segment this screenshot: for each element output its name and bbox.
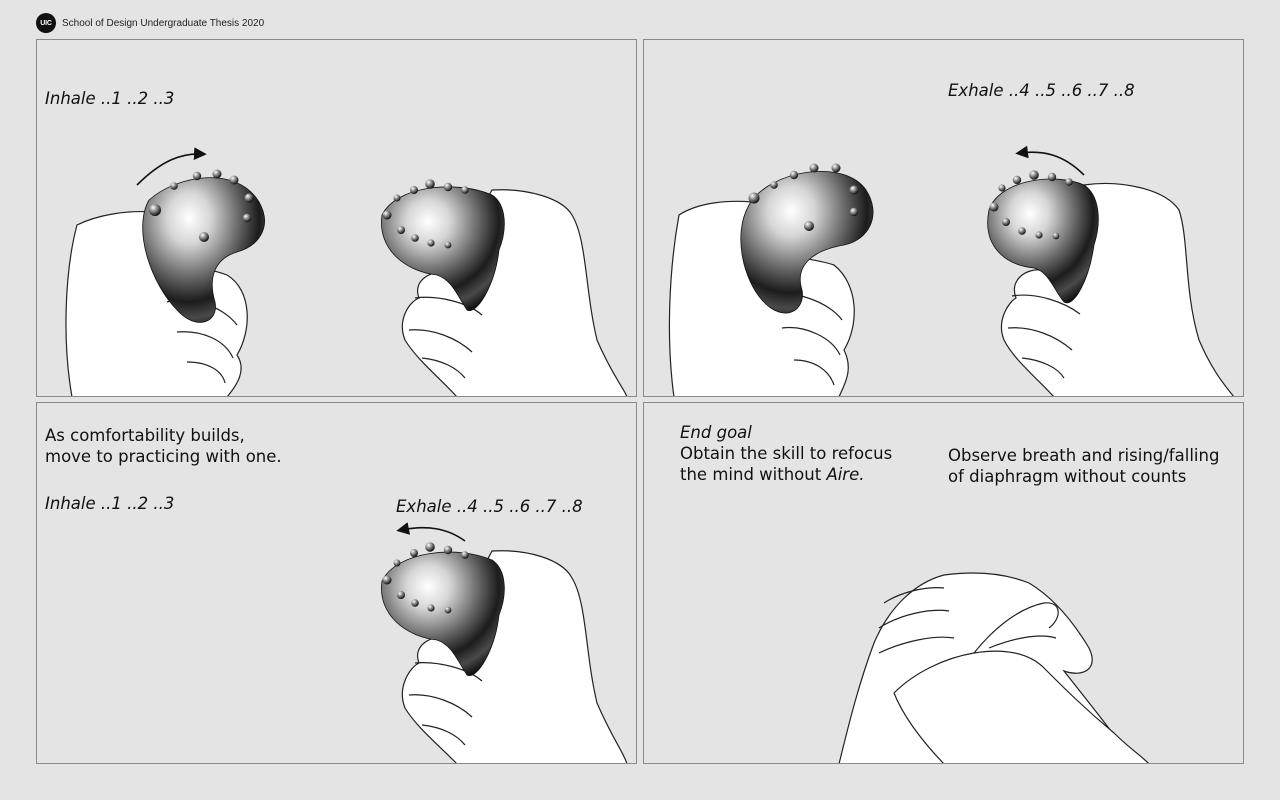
instruction-line-1: As comfortability builds, (45, 426, 245, 445)
two-hands-holding-device-illustration (37, 40, 637, 397)
panel-inhale-two-hands (36, 39, 637, 397)
header-title: School of Design Undergraduate Thesis 2020 (62, 17, 265, 29)
observe-line-2: of diaphragm without counts (948, 467, 1187, 486)
backward-arrow-icon (401, 528, 465, 541)
exhale-count-label: Exhale ..4 ..5 ..6 ..7 ..8 (948, 81, 1135, 100)
exhale-count-label: Exhale ..4 ..5 ..6 ..7 ..8 (396, 497, 583, 516)
end-goal-line-1: Obtain the skill to refocus (680, 444, 893, 463)
inhale-count-label: Inhale ..1 ..2 ..3 (45, 494, 175, 513)
instruction-line-2: move to practicing with one. (45, 447, 282, 466)
panel-exhale-two-hands (643, 39, 1244, 397)
uic-logo: UIC (36, 13, 56, 33)
single-hand-holding-device-illustration (37, 403, 637, 764)
thesis-header (36, 13, 264, 33)
observe-line-1: Observe breath and rising/falling (948, 446, 1220, 465)
end-goal-title: End goal (680, 423, 752, 442)
two-hands-holding-device-illustration (644, 40, 1244, 397)
end-goal-line-2: the mind without Aire. (680, 465, 865, 484)
panel-end-goal (643, 402, 1244, 764)
product-name: Aire. (826, 465, 865, 484)
clasped-hands-illustration (644, 403, 1244, 764)
backward-arrow-icon (1020, 152, 1084, 175)
inhale-count-label: Inhale ..1 ..2 ..3 (45, 89, 175, 108)
panel-single-hand-practice (36, 402, 637, 764)
